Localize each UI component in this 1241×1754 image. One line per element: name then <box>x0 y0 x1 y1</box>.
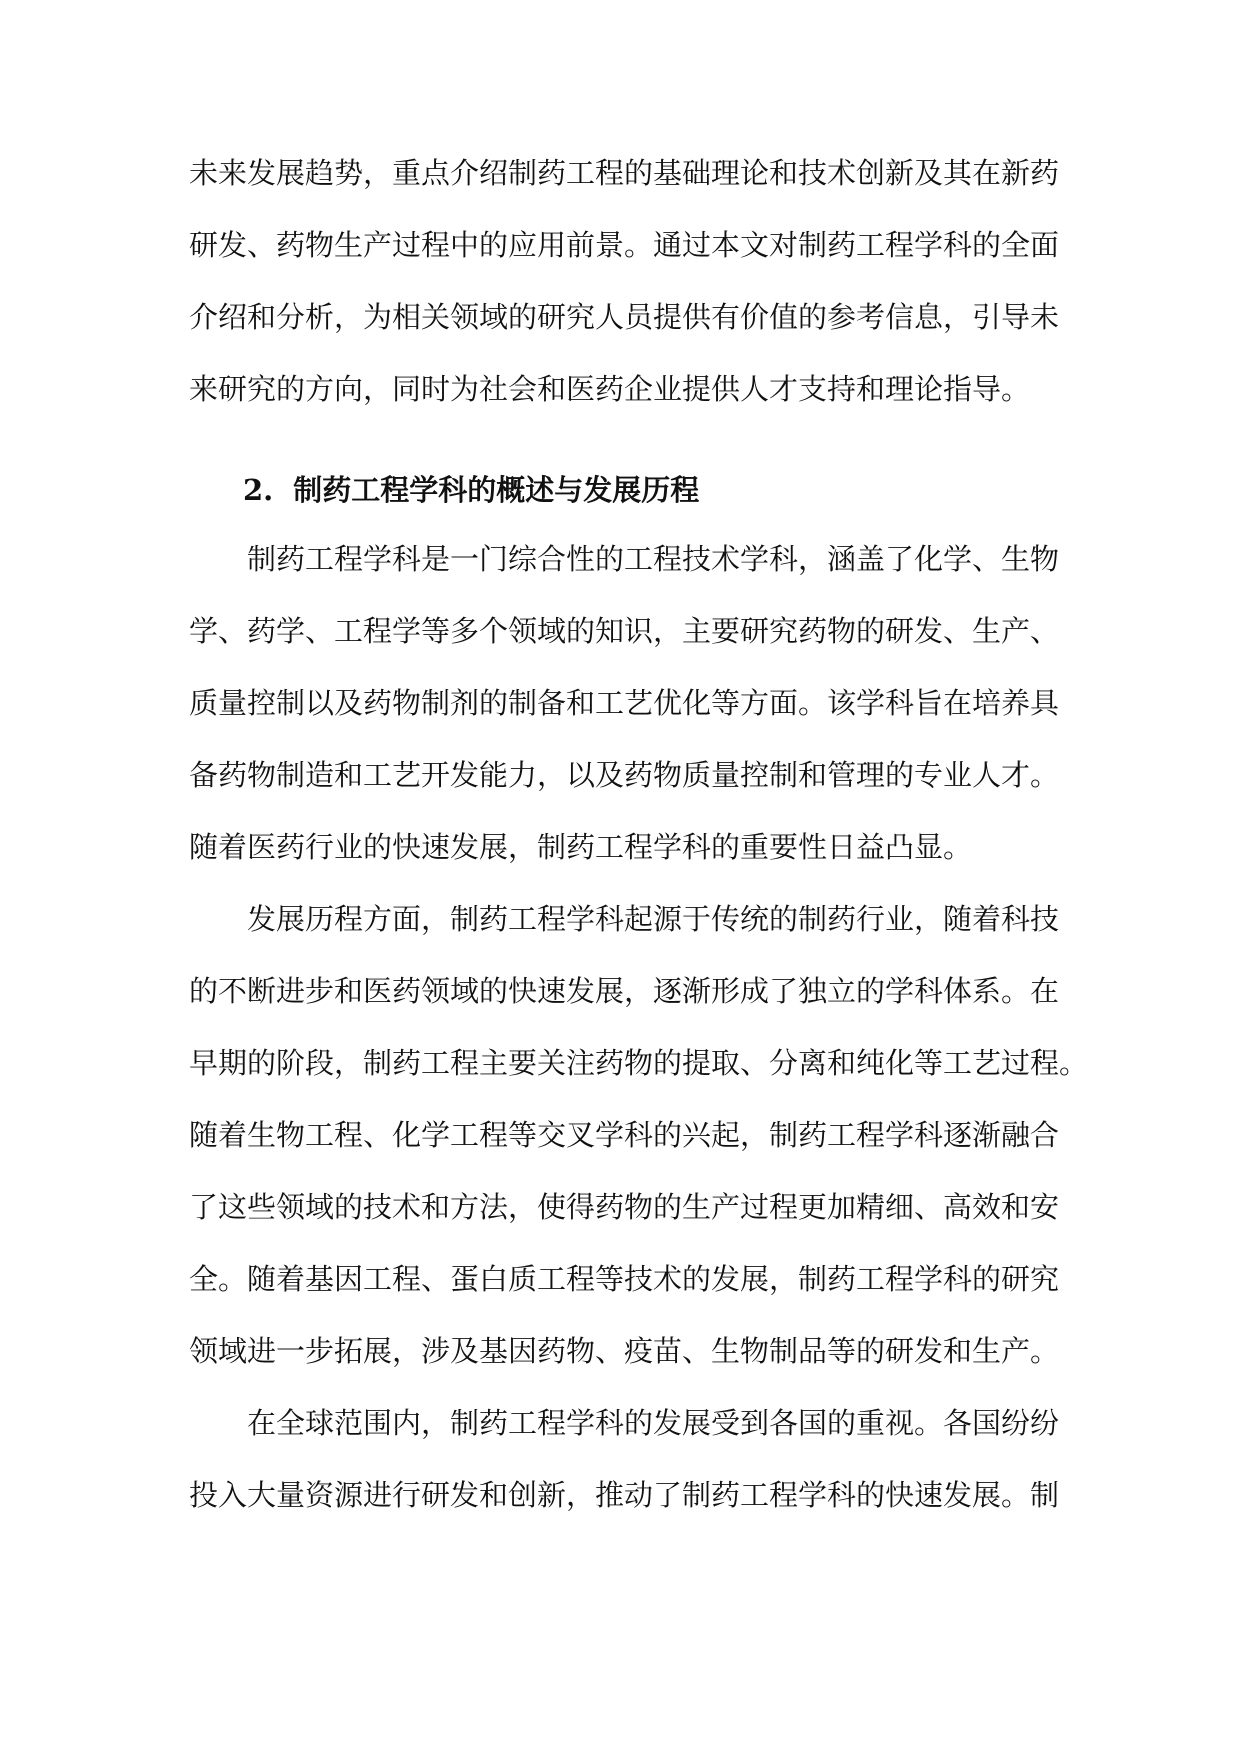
paragraph-line: 随着医药行业的快速发展，制药工程学科的重要性日益凸显。 <box>189 830 973 864</box>
paragraph-line: 投入大量资源进行研发和创新，推动了制药工程学科的快速发展。制 <box>189 1478 1060 1512</box>
section-title: 制药工程学科的概述与发展历程 <box>293 473 700 507</box>
section-number: 2. <box>243 473 274 507</box>
paragraph-line: 的不断进步和医药领域的快速发展，逐渐形成了独立的学科体系。在 <box>189 974 1060 1008</box>
paragraph-line: 质量控制以及药物制剂的制备和工艺优化等方面。该学科旨在培养具 <box>189 686 1060 720</box>
paragraph-line: 在全球范围内，制药工程学科的发展受到各国的重视。各国纷纷 <box>247 1406 1060 1440</box>
paragraph-line: 介绍和分析，为相关领域的研究人员提供有价值的参考信息，引导未 <box>189 300 1060 334</box>
paragraph-line: 制药工程学科是一门综合性的工程技术学科，涵盖了化学、生物 <box>247 542 1060 576</box>
paragraph-line: 学、药学、工程学等多个领域的知识，主要研究药物的研发、生产、 <box>189 614 1060 648</box>
paragraph-line: 发展历程方面，制药工程学科起源于传统的制药行业，随着科技 <box>247 902 1060 936</box>
document-body <box>189 145 1089 1524</box>
paragraph-line: 全。随着基因工程、蛋白质工程等技术的发展，制药工程学科的研究 <box>189 1262 1060 1296</box>
paragraph-history <box>189 891 1089 1380</box>
paragraph-line: 了这些领域的技术和方法，使得药物的生产过程更加精细、高效和安 <box>189 1190 1060 1224</box>
paragraph-line: 早期的阶段，制药工程主要关注药物的提取、分离和纯化等工艺过程。 <box>189 1046 1089 1080</box>
paragraph-line: 研发、药物生产过程中的应用前景。通过本文对制药工程学科的全面 <box>189 228 1060 262</box>
paragraph-line: 来研究的方向，同时为社会和医药企业提供人才支持和理论指导。 <box>189 372 1031 406</box>
paragraph-overview <box>189 531 1060 876</box>
intro-paragraph <box>189 145 1060 418</box>
paragraph-line: 随着生物工程、化学工程等交叉学科的兴起，制药工程学科逐渐融合 <box>189 1118 1060 1152</box>
paragraph-line: 备药物制造和工艺开发能力，以及药物质量控制和管理的专业人才。 <box>189 758 1060 792</box>
section-heading <box>189 462 1052 519</box>
paragraph-line: 未来发展趋势，重点介绍制药工程的基础理论和技术创新及其在新药 <box>189 156 1060 190</box>
paragraph-global <box>189 1395 1060 1524</box>
paragraph-line: 领域进一步拓展，涉及基因药物、疫苗、生物制品等的研发和生产。 <box>189 1334 1060 1368</box>
